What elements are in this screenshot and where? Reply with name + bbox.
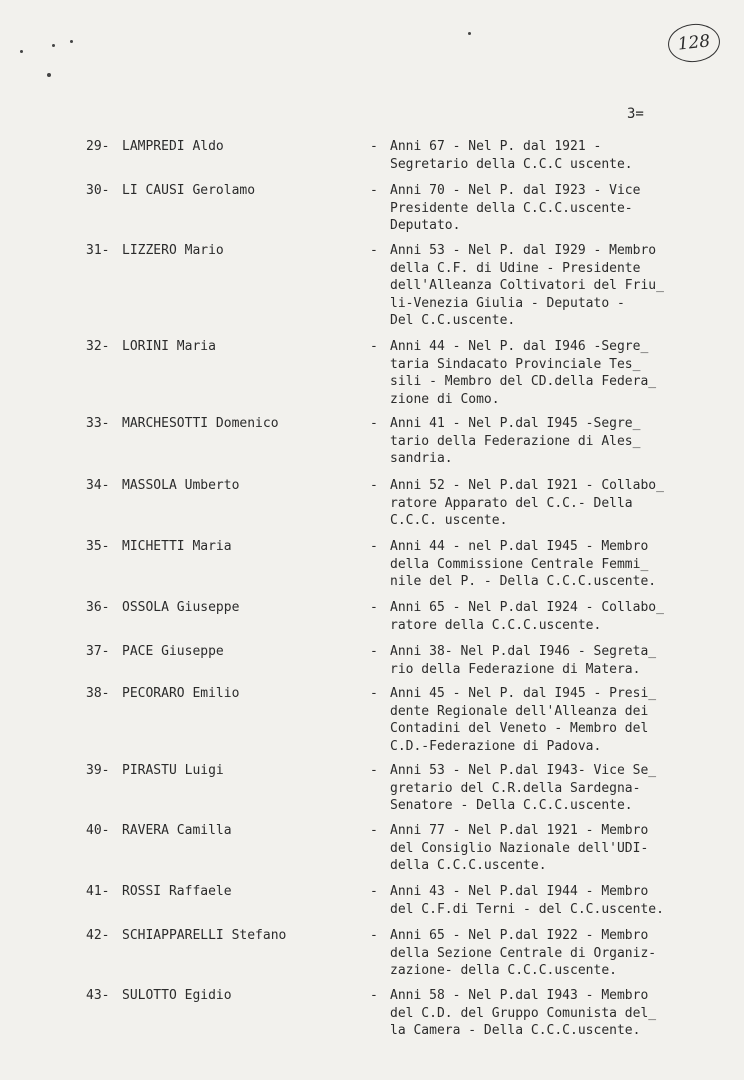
member-name: PECORARO Emilio (122, 686, 240, 701)
description-line: dente Regionale dell'Alleanza dei (390, 703, 649, 719)
description-line: zazione- della C.C.C.uscente. (390, 963, 617, 979)
description-line: Segretario della C.C.C uscente. (390, 156, 633, 172)
member-name: MASSOLA Umberto (122, 478, 240, 493)
member-description (390, 599, 730, 634)
description-line: ratore Apparato del C.C.- Della (390, 495, 633, 511)
entry-dash: - (370, 823, 378, 838)
description-line: Anni 38- Nel P.dal I946 - Segreta_ (390, 644, 657, 659)
description-line: Anni 53 - Nel P. dal I929 - Membro (390, 243, 657, 258)
member-description (390, 415, 730, 468)
entry-dash: - (370, 686, 378, 701)
description-line: rio della Federazione di Matera. (390, 661, 641, 677)
description-line: sandria. (390, 451, 453, 467)
member-name: RAVERA Camilla (122, 823, 232, 838)
member-name: LAMPREDI Aldo (122, 139, 224, 154)
description-line: del C.F.di Terni - del C.C.uscente. (390, 901, 664, 917)
description-line: Presidente della C.C.C.uscente- (390, 200, 633, 216)
member-name: LI CAUSI Gerolamo (122, 183, 256, 198)
member-description (390, 883, 730, 918)
member-name: MICHETTI Maria (122, 539, 232, 554)
description-line: C.D.-Federazione di Padova. (390, 738, 602, 754)
description-line: Anni 77 - Nel P.dal 1921 - Membro (390, 823, 649, 838)
entry-number: 43- (86, 988, 110, 1003)
entry-number: 42- (86, 928, 110, 943)
description-line: C.C.C. uscente. (390, 513, 508, 529)
member-name: ROSSI Raffaele (122, 884, 232, 899)
entry-number: 41- (86, 884, 110, 899)
description-line: Anni 67 - Nel P. dal 1921 - (390, 139, 602, 154)
entry-number: 38- (86, 686, 110, 701)
member-description (390, 138, 730, 173)
description-line: Anni 52 - Nel P.dal I921 - Collabo_ (390, 478, 664, 493)
description-line: Anni 43 - Nel P.dal I944 - Membro (390, 884, 649, 899)
entry-dash: - (370, 884, 378, 899)
description-line: Deputato. (390, 218, 461, 234)
description-line: del Consiglio Nazionale dell'UDI- (390, 840, 649, 856)
description-line: tario della Federazione di Ales_ (390, 433, 641, 449)
entry-dash: - (370, 988, 378, 1003)
description-line: Anni 44 - nel P.dal I945 - Membro (390, 539, 649, 554)
member-name: PIRASTU Luigi (122, 763, 224, 778)
member-description (390, 927, 730, 980)
ink-speck (20, 50, 23, 53)
entry-number: 31- (86, 243, 110, 258)
entry-dash: - (370, 644, 378, 659)
member-description (390, 182, 730, 235)
description-line: della C.F. di Udine - Presidente (390, 260, 641, 276)
description-line: Anni 70 - Nel P. dal I923 - Vice (390, 183, 641, 198)
description-line: Contadini del Veneto - Membro del (390, 721, 649, 737)
ink-speck (468, 32, 471, 35)
member-description (390, 242, 730, 330)
entry-number: 40- (86, 823, 110, 838)
entry-number: 32- (86, 339, 110, 354)
entry-dash: - (370, 763, 378, 778)
description-line: ratore della C.C.C.uscente. (390, 617, 602, 633)
description-line: la Camera - Della C.C.C.uscente. (390, 1023, 641, 1039)
member-description (390, 987, 730, 1040)
member-name: OSSOLA Giuseppe (122, 600, 240, 615)
member-description (390, 477, 730, 530)
description-line: della Commissione Centrale Femmi_ (390, 556, 649, 572)
entry-dash: - (370, 539, 378, 554)
description-line: gretario del C.R.della Sardegna- (390, 780, 641, 796)
member-name: SULOTTO Egidio (122, 988, 232, 1003)
description-line: della C.C.C.uscente. (390, 858, 547, 874)
description-line: Senatore - Della C.C.C.uscente. (390, 798, 633, 814)
description-line: zione di Como. (390, 391, 500, 407)
member-description (390, 822, 730, 875)
entry-dash: - (370, 600, 378, 615)
description-line: Anni 65 - Nel P.dal I924 - Collabo_ (390, 600, 664, 615)
description-line: dell'Alleanza Coltivatori del Friu_ (390, 278, 664, 294)
entry-dash: - (370, 339, 378, 354)
description-line: del C.D. del Gruppo Comunista del_ (390, 1005, 657, 1021)
entry-number: 30- (86, 183, 110, 198)
description-line: Anni 58 - Nel P.dal I943 - Membro (390, 988, 649, 1003)
member-name: PACE Giuseppe (122, 644, 224, 659)
member-description (390, 643, 730, 678)
description-line: taria Sindacato Provinciale Tes_ (390, 356, 641, 372)
entry-number: 35- (86, 539, 110, 554)
entry-number: 37- (86, 644, 110, 659)
entry-number: 34- (86, 478, 110, 493)
entry-number: 29- (86, 139, 110, 154)
entry-dash: - (370, 139, 378, 154)
description-line: Anni 65 - Nel P.dal I922 - Membro (390, 928, 649, 943)
member-description (390, 762, 730, 815)
archive-stamp: 128 (666, 21, 722, 64)
description-line: nile del P. - Della C.C.C.uscente. (390, 574, 657, 590)
entry-number: 39- (86, 763, 110, 778)
description-line: Anni 53 - Nel P.dal I943- Vice Se_ (390, 763, 657, 778)
description-line: Anni 45 - Nel P. dal I945 - Presi_ (390, 686, 657, 701)
entry-dash: - (370, 183, 378, 198)
description-line: sili - Membro del CD.della Federa_ (390, 374, 657, 390)
entry-dash: - (370, 928, 378, 943)
entry-number: 36- (86, 600, 110, 615)
entry-number: 33- (86, 416, 110, 431)
page-number: 3= (627, 106, 644, 122)
entry-dash: - (370, 416, 378, 431)
ink-speck (47, 73, 51, 77)
description-line: Anni 41 - Nel P.dal I945 -Segre_ (390, 416, 641, 431)
description-line: Del C.C.uscente. (390, 313, 516, 329)
entry-dash: - (370, 243, 378, 258)
member-name: SCHIAPPARELLI Stefano (122, 928, 287, 943)
member-name: MARCHESOTTI Domenico (122, 416, 279, 431)
entry-dash: - (370, 478, 378, 493)
description-line: della Sezione Centrale di Organiz- (390, 945, 657, 961)
description-line: Anni 44 - Nel P. dal I946 -Segre_ (390, 339, 649, 354)
member-name: LIZZERO Mario (122, 243, 224, 258)
member-description (390, 338, 730, 408)
member-description (390, 538, 730, 591)
description-line: li-Venezia Giulia - Deputato - (390, 295, 625, 311)
ink-speck (52, 44, 55, 47)
member-description (390, 685, 730, 755)
member-name: LORINI Maria (122, 339, 216, 354)
ink-speck (70, 40, 73, 43)
